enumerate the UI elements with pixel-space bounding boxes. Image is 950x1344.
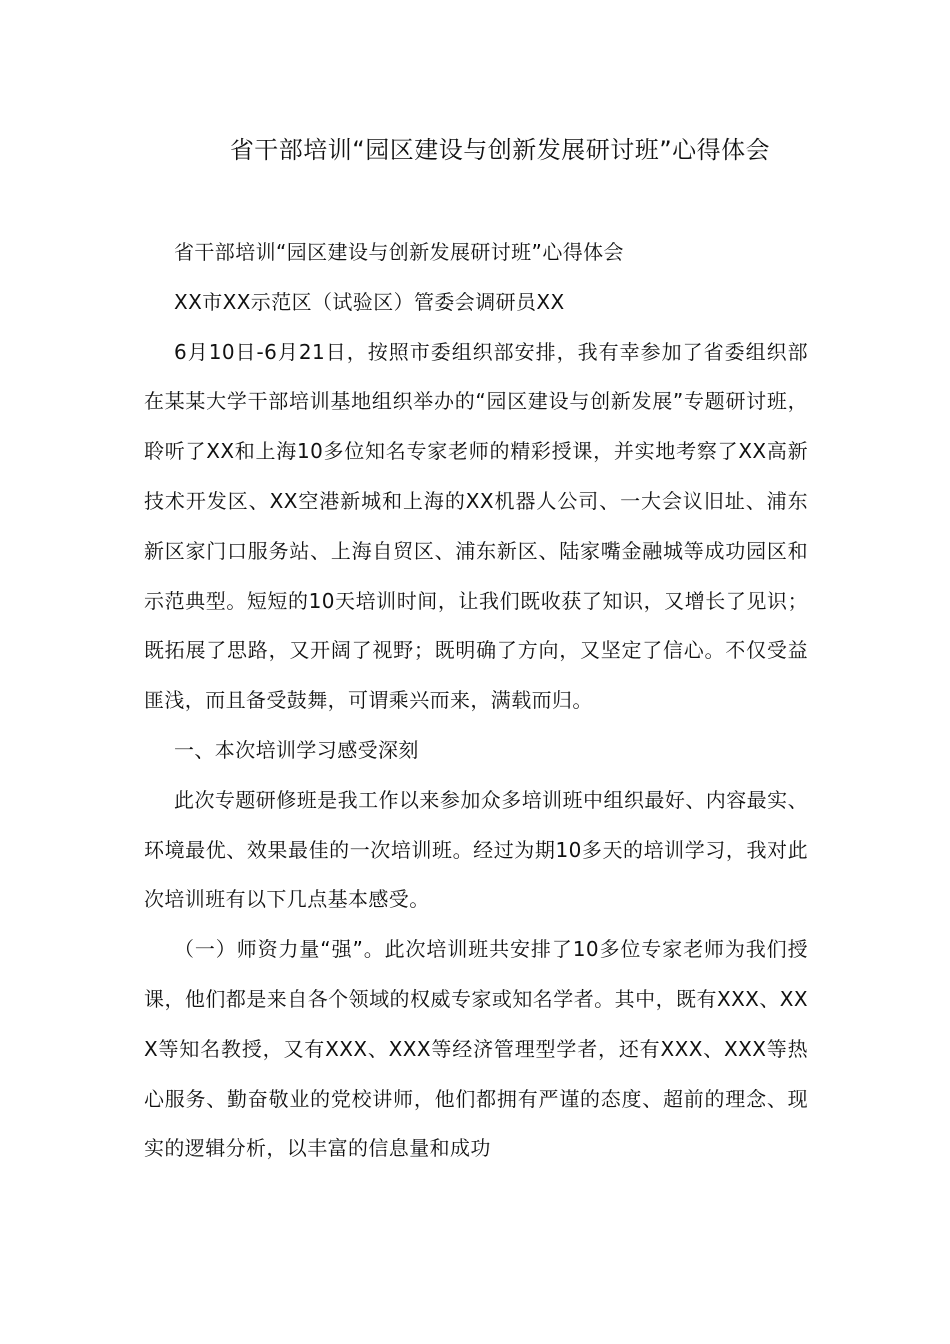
section-heading: 一、本次培训学习感受深刻: [174, 737, 419, 762]
paragraph-subtitle: 省干部培训“园区建设与创新发展研讨班”心得体会: [174, 240, 624, 264]
document-title: 省干部培训“园区建设与创新发展研讨班”心得体会: [229, 136, 771, 164]
paragraph-section-intro: 此次专题研修班是我工作以来参加众多培训班中组织最好、内容最实、环境最优、效果最佳的一次培训班。经过为期10多天的培训学习，我对此次培训班有以下几点基本感受。: [144, 787, 808, 912]
paragraph-intro: 6月10日-6月21日，按照市委组织部安排，我有幸参加了省委组织部在某某大学干部培训基地组织举办的“园区建设与创新发展”专题研讨班，聆听了XX和上海10多位知名专家老师的精彩授课，并实地考察了XX高新技术开发区、XX空港新城和上海的XX机器人公司、一大会议旧址、浦东新区家门口服务站、上海自贸区、浦东新区、陆家嘴金融城等成功园区和示范典型。短短的10天培训时间，让我们既收获了知识，又增长了见识；既拓展了思路，又开阔了视野；既明确了方向，又坚定了信心。不仅受益匪浅，而且备受鼓舞，可谓乘兴而来，满载而归。: [144, 339, 808, 713]
paragraph-point-one: （一）师资力量“强”。此次培训班共安排了10多位专家老师为我们授课，他们都是来自各个领域的权威专家或知名学者。其中，既有XXX、XXX等知名教授，又有XXX、XXX等经济管理型学者，还有XXX、XXX等热心服务、勤奋敬业的党校讲师，他们都拥有严谨的态度、超前的理念、现实的逻辑分析，以丰富的信息量和成功: [144, 937, 808, 1161]
document-body: [144, 228, 808, 1174]
paragraph-author: XX市XX示范区（试验区）管委会调研员XX: [174, 289, 565, 314]
